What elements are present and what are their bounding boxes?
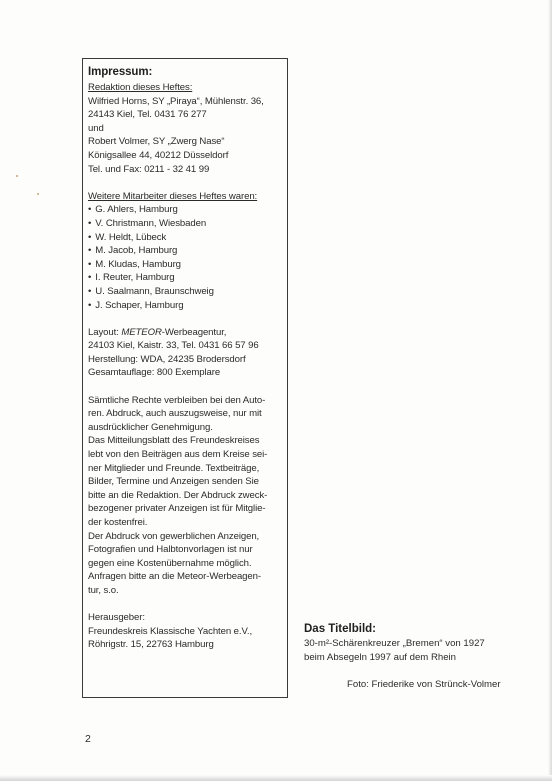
production-line: Gesamtauflage: 800 Exemplare [88,367,221,379]
rights-line: bezogener privater Anzeigen ist für Mitglie- [88,503,266,515]
cover-caption [304,622,524,664]
cover-caption-line: beim Absegeln 1997 auf dem Rhein [304,651,457,663]
list-item: • W. Heldt, Lübeck [88,231,283,245]
list-item: • J. Schaper, Hamburg [88,299,283,313]
editorial-line: 24143 Kiel, Tel. 0431 76 277 [88,109,207,121]
layout-suffix: -Werbeagentur, [161,326,227,338]
layout-brand: METEOR [121,326,162,338]
layout-line [88,326,283,340]
rights-line: Sämtliche Rechte verbleiben bei den Auto- [88,394,266,406]
impressum-box [82,58,288,698]
rights-line: gegen eine Kostenübernahme möglich. [88,557,252,569]
list-item: • M. Jacob, Hamburg [88,244,283,258]
page-number: 2 [85,733,91,745]
list-item: • G. Ahlers, Hamburg [88,203,283,217]
page-edge-shadow-right [548,0,552,781]
paper-speck [37,193,39,195]
rights-line: Das Mitteilungsblatt des Freundeskreises [88,435,260,447]
editorial-line: Wilfried Horns, SY „Piraya“, Mühlenstr. 36, [88,95,264,107]
list-item: • V. Christmann, Wiesbaden [88,217,283,231]
editorial-line: Robert Volmer, SY „Zwerg Nase“ [88,136,225,148]
cover-caption-line: 30-m²-Schärenkreuzer „Bremen“ von 1927 [304,638,485,649]
rights-line: ner Mitglieder und Freunde. Textbeiträge, [88,462,260,474]
cover-caption-heading: Das Titelbild: [304,623,376,635]
photo-credit: Foto: Friederike von Strünck-Volmer [347,679,501,690]
editorial-line: Tel. und Fax: 0211 - 32 41 99 [88,163,210,175]
rights-line: Anfragen bitte an die Meteor-Werbeagen- [88,571,261,583]
list-item: • M. Kludas, Hamburg [88,258,283,272]
list-item: • I. Reuter, Hamburg [88,271,283,285]
page-edge-shadow-bottom [0,775,552,781]
contributors-heading: Weitere Mitarbeiter dieses Heftes waren: [88,190,258,202]
production-line: Herstellung: WDA, 24235 Brodersdorf [88,353,246,365]
publisher-heading: Herausgeber: [88,612,145,624]
rights-line: Bilder, Termine und Anzeigen senden Sie [88,476,259,488]
publisher-line: Röhrigstr. 15, 22763 Hamburg [88,639,214,651]
list-item: • U. Saalmann, Braunschweig [88,285,283,299]
rights-line: der kostenfrei. [88,517,148,528]
rights-line: lebt von den Beiträgen aus dem Kreise sei- [88,449,268,461]
paper-speck [16,175,18,177]
editorial-line: Königsallee 44, 40212 Düsseldorf [88,149,229,161]
impressum-title: Impressum: [88,66,153,78]
production-line: 24103 Kiel, Kaistr. 33, Tel. 0431 66 57 96 [88,340,259,352]
rights-line: bitte an die Redaktion. Der Abdruck zweck- [88,489,268,501]
rights-line: Der Abdruck von gewerblichen Anzeigen, [88,530,260,542]
rights-line: ren. Abdruck, auch auszugsweise, nur mit [88,408,262,420]
editorial-line: und [88,122,104,134]
rights-line: tur, s.o. [88,584,119,596]
layout-prefix: Layout: [88,326,122,338]
rights-line: Fotografien und Halbtonvorlagen ist nur [88,544,253,556]
publisher-line: Freundeskreis Klassische Yachten e.V., [88,625,253,637]
rights-line: ausdrücklicher Genehmigung. [88,421,213,433]
contributors-list [88,203,283,312]
editorial-heading: Redaktion dieses Heftes: [88,82,193,93]
